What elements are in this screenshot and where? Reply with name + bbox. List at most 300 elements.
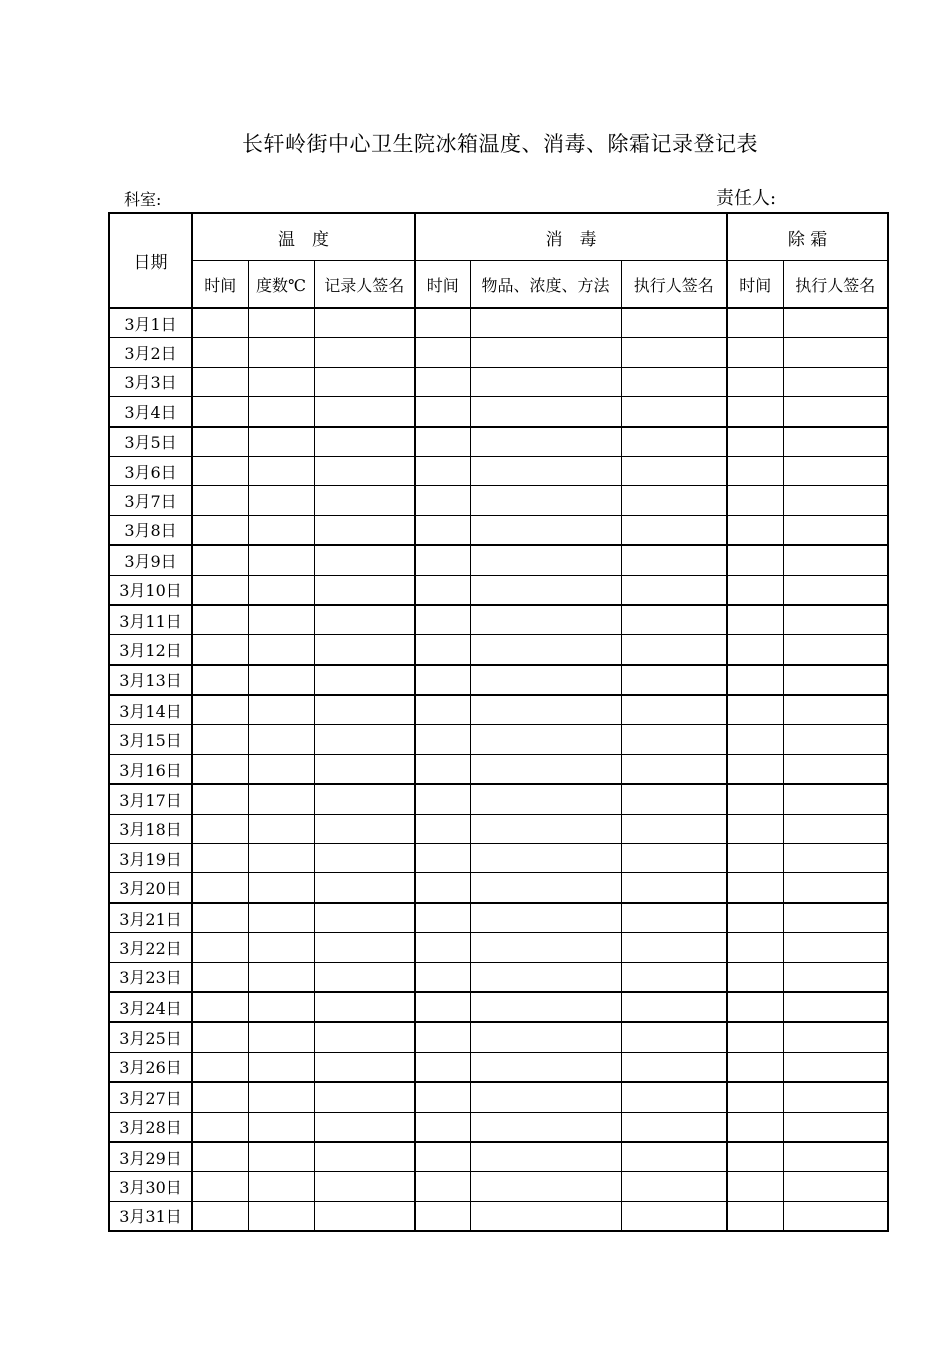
cell-temp-signature[interactable]	[314, 992, 415, 1022]
cell-disinfection-signature[interactable]	[621, 1112, 727, 1142]
cell-disinfection-signature[interactable]	[621, 635, 727, 665]
cell-disinfection-time[interactable]	[415, 635, 470, 665]
cell-disinfection-signature[interactable]	[621, 575, 727, 605]
cell-disinfection-items[interactable]	[470, 1082, 621, 1112]
date-cell: 3月10日	[109, 575, 192, 605]
cell-temp-time[interactable]	[192, 784, 248, 814]
cell-disinfection-items[interactable]	[470, 1022, 621, 1052]
date-cell: 3月8日	[109, 515, 192, 545]
cell-temp-signature[interactable]	[314, 1172, 415, 1201]
cell-disinfection-items[interactable]	[470, 992, 621, 1022]
cell-defrost-time[interactable]	[727, 754, 783, 784]
cell-temp-signature[interactable]	[314, 635, 415, 665]
date-cell: 3月20日	[109, 873, 192, 903]
cell-temp-reading[interactable]	[248, 754, 314, 784]
cell-temp-signature[interactable]	[314, 397, 415, 427]
cell-disinfection-signature[interactable]	[621, 725, 727, 754]
cell-disinfection-signature[interactable]	[621, 605, 727, 635]
record-table	[108, 212, 889, 1232]
table-row	[109, 515, 888, 545]
cell-disinfection-items[interactable]	[470, 1201, 621, 1231]
cell-defrost-signature[interactable]	[783, 844, 888, 873]
cell-temp-reading[interactable]	[248, 665, 314, 695]
cell-defrost-time[interactable]	[727, 903, 783, 933]
cell-disinfection-time[interactable]	[415, 665, 470, 695]
cell-temp-time[interactable]	[192, 962, 248, 992]
cell-temp-time[interactable]	[192, 1052, 248, 1082]
date-cell: 3月29日	[109, 1142, 192, 1172]
date-cell: 3月16日	[109, 754, 192, 784]
cell-temp-reading[interactable]	[248, 338, 314, 367]
cell-temp-time[interactable]	[192, 427, 248, 457]
cell-defrost-time[interactable]	[727, 784, 783, 814]
cell-defrost-time[interactable]	[727, 427, 783, 457]
cell-defrost-signature[interactable]	[783, 605, 888, 635]
cell-temp-signature[interactable]	[314, 338, 415, 367]
cell-temp-signature[interactable]	[314, 814, 415, 843]
cell-disinfection-time[interactable]	[415, 1201, 470, 1231]
cell-temp-time[interactable]	[192, 844, 248, 873]
cell-disinfection-items[interactable]	[470, 725, 621, 754]
cell-disinfection-signature[interactable]	[621, 695, 727, 725]
cell-temp-reading[interactable]	[248, 1052, 314, 1082]
cell-disinfection-time[interactable]	[415, 486, 470, 515]
cell-disinfection-items[interactable]	[470, 962, 621, 992]
header-disinfection-signature: 执行人签名	[621, 261, 727, 309]
cell-temp-time[interactable]	[192, 933, 248, 962]
cell-temp-signature[interactable]	[314, 456, 415, 485]
cell-temp-signature[interactable]	[314, 1112, 415, 1142]
cell-temp-reading[interactable]	[248, 545, 314, 575]
date-cell: 3月24日	[109, 992, 192, 1022]
header-disinfection-items: 物品、浓度、方法	[470, 261, 621, 309]
cell-defrost-signature[interactable]	[783, 933, 888, 962]
cell-disinfection-time[interactable]	[415, 545, 470, 575]
cell-temp-reading[interactable]	[248, 456, 314, 485]
cell-temp-time[interactable]	[192, 903, 248, 933]
table-row	[109, 1082, 888, 1112]
cell-defrost-signature[interactable]	[783, 1172, 888, 1201]
cell-defrost-signature[interactable]	[783, 754, 888, 784]
date-cell: 3月22日	[109, 933, 192, 962]
cell-defrost-time[interactable]	[727, 665, 783, 695]
cell-disinfection-time[interactable]	[415, 1022, 470, 1052]
table-row	[109, 784, 888, 814]
date-cell: 3月9日	[109, 545, 192, 575]
table-row	[109, 665, 888, 695]
cell-temp-time[interactable]	[192, 754, 248, 784]
date-cell: 3月27日	[109, 1082, 192, 1112]
cell-defrost-time[interactable]	[727, 962, 783, 992]
date-cell: 3月1日	[109, 308, 192, 338]
cell-temp-reading[interactable]	[248, 515, 314, 545]
cell-disinfection-items[interactable]	[470, 338, 621, 367]
cell-defrost-signature[interactable]	[783, 1112, 888, 1142]
cell-temp-reading[interactable]	[248, 486, 314, 515]
table-row	[109, 933, 888, 962]
cell-temp-reading[interactable]	[248, 784, 314, 814]
cell-disinfection-items[interactable]	[470, 1112, 621, 1142]
header-temp-signature: 记录人签名	[314, 261, 415, 309]
cell-temp-time[interactable]	[192, 456, 248, 485]
cell-defrost-time[interactable]	[727, 515, 783, 545]
cell-defrost-time[interactable]	[727, 635, 783, 665]
cell-defrost-signature[interactable]	[783, 397, 888, 427]
cell-disinfection-items[interactable]	[470, 367, 621, 396]
cell-defrost-time[interactable]	[727, 486, 783, 515]
cell-temp-signature[interactable]	[314, 695, 415, 725]
cell-disinfection-time[interactable]	[415, 338, 470, 367]
header-defrost-time: 时间	[727, 261, 783, 309]
cell-disinfection-signature[interactable]	[621, 427, 727, 457]
cell-temp-reading[interactable]	[248, 1142, 314, 1172]
cell-temp-time[interactable]	[192, 1172, 248, 1201]
date-cell: 3月15日	[109, 725, 192, 754]
cell-disinfection-signature[interactable]	[621, 873, 727, 903]
cell-disinfection-time[interactable]	[415, 427, 470, 457]
date-cell: 3月6日	[109, 456, 192, 485]
cell-temp-reading[interactable]	[248, 427, 314, 457]
cell-defrost-time[interactable]	[727, 695, 783, 725]
cell-disinfection-items[interactable]	[470, 814, 621, 843]
cell-temp-signature[interactable]	[314, 575, 415, 605]
table-row	[109, 545, 888, 575]
cell-disinfection-items[interactable]	[470, 605, 621, 635]
cell-temp-time[interactable]	[192, 873, 248, 903]
date-cell: 3月11日	[109, 605, 192, 635]
cell-temp-time[interactable]	[192, 397, 248, 427]
cell-disinfection-time[interactable]	[415, 605, 470, 635]
cell-disinfection-signature[interactable]	[621, 338, 727, 367]
cell-disinfection-signature[interactable]	[621, 1082, 727, 1112]
cell-disinfection-signature[interactable]	[621, 1142, 727, 1172]
cell-disinfection-signature[interactable]	[621, 992, 727, 1022]
cell-defrost-signature[interactable]	[783, 367, 888, 396]
cell-temp-signature[interactable]	[314, 665, 415, 695]
table-row	[109, 695, 888, 725]
cell-temp-signature[interactable]	[314, 903, 415, 933]
cell-disinfection-items[interactable]	[470, 575, 621, 605]
cell-defrost-time[interactable]	[727, 1052, 783, 1082]
cell-defrost-time[interactable]	[727, 1082, 783, 1112]
cell-defrost-time[interactable]	[727, 933, 783, 962]
table-row	[109, 338, 888, 367]
cell-defrost-signature[interactable]	[783, 545, 888, 575]
cell-defrost-signature[interactable]	[783, 903, 888, 933]
cell-temp-signature[interactable]	[314, 933, 415, 962]
cell-disinfection-time[interactable]	[415, 1112, 470, 1142]
responsible-person-label: 责任人:	[716, 188, 777, 209]
date-cell: 3月18日	[109, 814, 192, 843]
cell-temp-reading[interactable]	[248, 962, 314, 992]
cell-temp-signature[interactable]	[314, 367, 415, 396]
cell-defrost-signature[interactable]	[783, 486, 888, 515]
date-cell: 3月7日	[109, 486, 192, 515]
cell-disinfection-signature[interactable]	[621, 844, 727, 873]
cell-disinfection-items[interactable]	[470, 844, 621, 873]
cell-defrost-time[interactable]	[727, 367, 783, 396]
date-cell: 3月25日	[109, 1022, 192, 1052]
cell-disinfection-items[interactable]	[470, 784, 621, 814]
table-row	[109, 814, 888, 843]
cell-temp-time[interactable]	[192, 1112, 248, 1142]
cell-temp-signature[interactable]	[314, 784, 415, 814]
cell-temp-reading[interactable]	[248, 1112, 314, 1142]
cell-defrost-signature[interactable]	[783, 873, 888, 903]
cell-temp-time[interactable]	[192, 367, 248, 396]
cell-defrost-signature[interactable]	[783, 814, 888, 843]
cell-temp-signature[interactable]	[314, 605, 415, 635]
cell-defrost-time[interactable]	[727, 1142, 783, 1172]
cell-temp-time[interactable]	[192, 1142, 248, 1172]
cell-temp-time[interactable]	[192, 725, 248, 754]
cell-defrost-time[interactable]	[727, 1112, 783, 1142]
cell-temp-reading[interactable]	[248, 605, 314, 635]
cell-defrost-signature[interactable]	[783, 1022, 888, 1052]
cell-disinfection-time[interactable]	[415, 962, 470, 992]
cell-defrost-time[interactable]	[727, 575, 783, 605]
date-cell: 3月30日	[109, 1172, 192, 1201]
cell-defrost-signature[interactable]	[783, 725, 888, 754]
cell-temp-time[interactable]	[192, 515, 248, 545]
date-cell: 3月23日	[109, 962, 192, 992]
table-row	[109, 1052, 888, 1082]
cell-disinfection-signature[interactable]	[621, 1201, 727, 1231]
table-row	[109, 575, 888, 605]
cell-disinfection-time[interactable]	[415, 695, 470, 725]
cell-disinfection-time[interactable]	[415, 784, 470, 814]
cell-disinfection-signature[interactable]	[621, 486, 727, 515]
cell-temp-time[interactable]	[192, 665, 248, 695]
cell-defrost-signature[interactable]	[783, 635, 888, 665]
cell-defrost-signature[interactable]	[783, 992, 888, 1022]
cell-temp-time[interactable]	[192, 1082, 248, 1112]
cell-disinfection-time[interactable]	[415, 814, 470, 843]
cell-temp-reading[interactable]	[248, 903, 314, 933]
cell-temp-reading[interactable]	[248, 1201, 314, 1231]
cell-disinfection-time[interactable]	[415, 367, 470, 396]
cell-disinfection-items[interactable]	[470, 397, 621, 427]
cell-temp-signature[interactable]	[314, 1052, 415, 1082]
cell-temp-signature[interactable]	[314, 486, 415, 515]
cell-disinfection-time[interactable]	[415, 754, 470, 784]
cell-disinfection-time[interactable]	[415, 456, 470, 485]
cell-disinfection-signature[interactable]	[621, 933, 727, 962]
cell-disinfection-items[interactable]	[470, 515, 621, 545]
cell-temp-time[interactable]	[192, 635, 248, 665]
cell-defrost-signature[interactable]	[783, 1201, 888, 1231]
cell-disinfection-signature[interactable]	[621, 784, 727, 814]
cell-disinfection-time[interactable]	[415, 575, 470, 605]
header-defrost-signature: 执行人签名	[783, 261, 888, 309]
cell-temp-signature[interactable]	[314, 873, 415, 903]
cell-defrost-signature[interactable]	[783, 665, 888, 695]
cell-temp-time[interactable]	[192, 814, 248, 843]
cell-disinfection-signature[interactable]	[621, 903, 727, 933]
cell-defrost-signature[interactable]	[783, 1052, 888, 1082]
cell-defrost-time[interactable]	[727, 873, 783, 903]
cell-temp-signature[interactable]	[314, 725, 415, 754]
cell-disinfection-time[interactable]	[415, 1172, 470, 1201]
cell-disinfection-items[interactable]	[470, 754, 621, 784]
cell-defrost-time[interactable]	[727, 1172, 783, 1201]
cell-temp-signature[interactable]	[314, 1201, 415, 1231]
cell-temp-reading[interactable]	[248, 873, 314, 903]
table-row	[109, 962, 888, 992]
cell-defrost-time[interactable]	[727, 338, 783, 367]
cell-defrost-time[interactable]	[727, 397, 783, 427]
cell-temp-signature[interactable]	[314, 1082, 415, 1112]
cell-temp-reading[interactable]	[248, 575, 314, 605]
cell-temp-signature[interactable]	[314, 308, 415, 338]
cell-disinfection-signature[interactable]	[621, 1022, 727, 1052]
cell-disinfection-items[interactable]	[470, 665, 621, 695]
cell-temp-signature[interactable]	[314, 962, 415, 992]
cell-temp-reading[interactable]	[248, 1172, 314, 1201]
cell-temp-reading[interactable]	[248, 308, 314, 338]
cell-temp-time[interactable]	[192, 992, 248, 1022]
table-row	[109, 873, 888, 903]
cell-temp-time[interactable]	[192, 338, 248, 367]
cell-disinfection-signature[interactable]	[621, 814, 727, 843]
table-row	[109, 1142, 888, 1172]
cell-defrost-signature[interactable]	[783, 575, 888, 605]
cell-disinfection-time[interactable]	[415, 1052, 470, 1082]
cell-temp-reading[interactable]	[248, 814, 314, 843]
cell-defrost-time[interactable]	[727, 814, 783, 843]
cell-disinfection-time[interactable]	[415, 308, 470, 338]
cell-disinfection-signature[interactable]	[621, 308, 727, 338]
cell-disinfection-signature[interactable]	[621, 367, 727, 396]
cell-temp-time[interactable]	[192, 695, 248, 725]
cell-disinfection-signature[interactable]	[621, 1052, 727, 1082]
cell-temp-time[interactable]	[192, 575, 248, 605]
cell-temp-reading[interactable]	[248, 844, 314, 873]
table-row	[109, 992, 888, 1022]
cell-temp-reading[interactable]	[248, 992, 314, 1022]
cell-disinfection-time[interactable]	[415, 1082, 470, 1112]
cell-disinfection-time[interactable]	[415, 933, 470, 962]
cell-disinfection-items[interactable]	[470, 873, 621, 903]
cell-defrost-signature[interactable]	[783, 1142, 888, 1172]
cell-disinfection-time[interactable]	[415, 873, 470, 903]
cell-disinfection-time[interactable]	[415, 397, 470, 427]
cell-disinfection-items[interactable]	[470, 635, 621, 665]
cell-disinfection-items[interactable]	[470, 1052, 621, 1082]
cell-disinfection-time[interactable]	[415, 844, 470, 873]
cell-defrost-signature[interactable]	[783, 427, 888, 457]
cell-defrost-signature[interactable]	[783, 308, 888, 338]
cell-temp-reading[interactable]	[248, 635, 314, 665]
department-label: 科室:	[124, 190, 162, 209]
cell-temp-reading[interactable]	[248, 367, 314, 396]
cell-defrost-time[interactable]	[727, 308, 783, 338]
cell-temp-signature[interactable]	[314, 1142, 415, 1172]
header-disinfection: 消 毒	[415, 213, 727, 261]
table-row	[109, 725, 888, 754]
cell-defrost-time[interactable]	[727, 725, 783, 754]
cell-temp-time[interactable]	[192, 605, 248, 635]
table-row	[109, 1022, 888, 1052]
cell-defrost-time[interactable]	[727, 1201, 783, 1231]
date-cell: 3月2日	[109, 338, 192, 367]
cell-defrost-signature[interactable]	[783, 338, 888, 367]
cell-disinfection-signature[interactable]	[621, 754, 727, 784]
cell-temp-time[interactable]	[192, 1022, 248, 1052]
cell-temp-reading[interactable]	[248, 1082, 314, 1112]
cell-disinfection-signature[interactable]	[621, 545, 727, 575]
cell-temp-signature[interactable]	[314, 1022, 415, 1052]
cell-disinfection-items[interactable]	[470, 308, 621, 338]
cell-disinfection-items[interactable]	[470, 456, 621, 485]
cell-disinfection-signature[interactable]	[621, 1172, 727, 1201]
cell-disinfection-signature[interactable]	[621, 515, 727, 545]
cell-temp-signature[interactable]	[314, 427, 415, 457]
cell-temp-signature[interactable]	[314, 545, 415, 575]
cell-disinfection-items[interactable]	[470, 427, 621, 457]
cell-temp-reading[interactable]	[248, 1022, 314, 1052]
cell-temp-reading[interactable]	[248, 695, 314, 725]
cell-disinfection-time[interactable]	[415, 903, 470, 933]
cell-disinfection-items[interactable]	[470, 903, 621, 933]
cell-temp-reading[interactable]	[248, 933, 314, 962]
cell-disinfection-items[interactable]	[470, 545, 621, 575]
cell-temp-time[interactable]	[192, 308, 248, 338]
cell-disinfection-time[interactable]	[415, 515, 470, 545]
cell-disinfection-signature[interactable]	[621, 665, 727, 695]
date-cell: 3月4日	[109, 397, 192, 427]
cell-disinfection-signature[interactable]	[621, 962, 727, 992]
cell-temp-time[interactable]	[192, 545, 248, 575]
cell-temp-reading[interactable]	[248, 725, 314, 754]
cell-temp-signature[interactable]	[314, 844, 415, 873]
cell-disinfection-items[interactable]	[470, 933, 621, 962]
cell-defrost-signature[interactable]	[783, 515, 888, 545]
cell-defrost-time[interactable]	[727, 605, 783, 635]
date-cell: 3月26日	[109, 1052, 192, 1082]
cell-disinfection-items[interactable]	[470, 1142, 621, 1172]
cell-defrost-signature[interactable]	[783, 962, 888, 992]
cell-defrost-signature[interactable]	[783, 1082, 888, 1112]
cell-disinfection-time[interactable]	[415, 992, 470, 1022]
cell-disinfection-time[interactable]	[415, 1142, 470, 1172]
cell-disinfection-time[interactable]	[415, 725, 470, 754]
date-cell: 3月3日	[109, 367, 192, 396]
cell-temp-signature[interactable]	[314, 515, 415, 545]
cell-defrost-signature[interactable]	[783, 456, 888, 485]
cell-defrost-signature[interactable]	[783, 784, 888, 814]
header-temperature: 温 度	[192, 213, 415, 261]
cell-defrost-signature[interactable]	[783, 695, 888, 725]
table-row	[109, 605, 888, 635]
cell-disinfection-signature[interactable]	[621, 456, 727, 485]
table-row	[109, 456, 888, 485]
cell-temp-reading[interactable]	[248, 397, 314, 427]
cell-disinfection-items[interactable]	[470, 695, 621, 725]
cell-defrost-time[interactable]	[727, 1022, 783, 1052]
cell-defrost-time[interactable]	[727, 992, 783, 1022]
cell-disinfection-items[interactable]	[470, 1172, 621, 1201]
cell-defrost-time[interactable]	[727, 844, 783, 873]
cell-defrost-time[interactable]	[727, 545, 783, 575]
cell-disinfection-signature[interactable]	[621, 397, 727, 427]
cell-temp-time[interactable]	[192, 1201, 248, 1231]
cell-temp-signature[interactable]	[314, 754, 415, 784]
table-row	[109, 308, 888, 338]
cell-disinfection-items[interactable]	[470, 486, 621, 515]
cell-temp-time[interactable]	[192, 486, 248, 515]
cell-defrost-time[interactable]	[727, 456, 783, 485]
